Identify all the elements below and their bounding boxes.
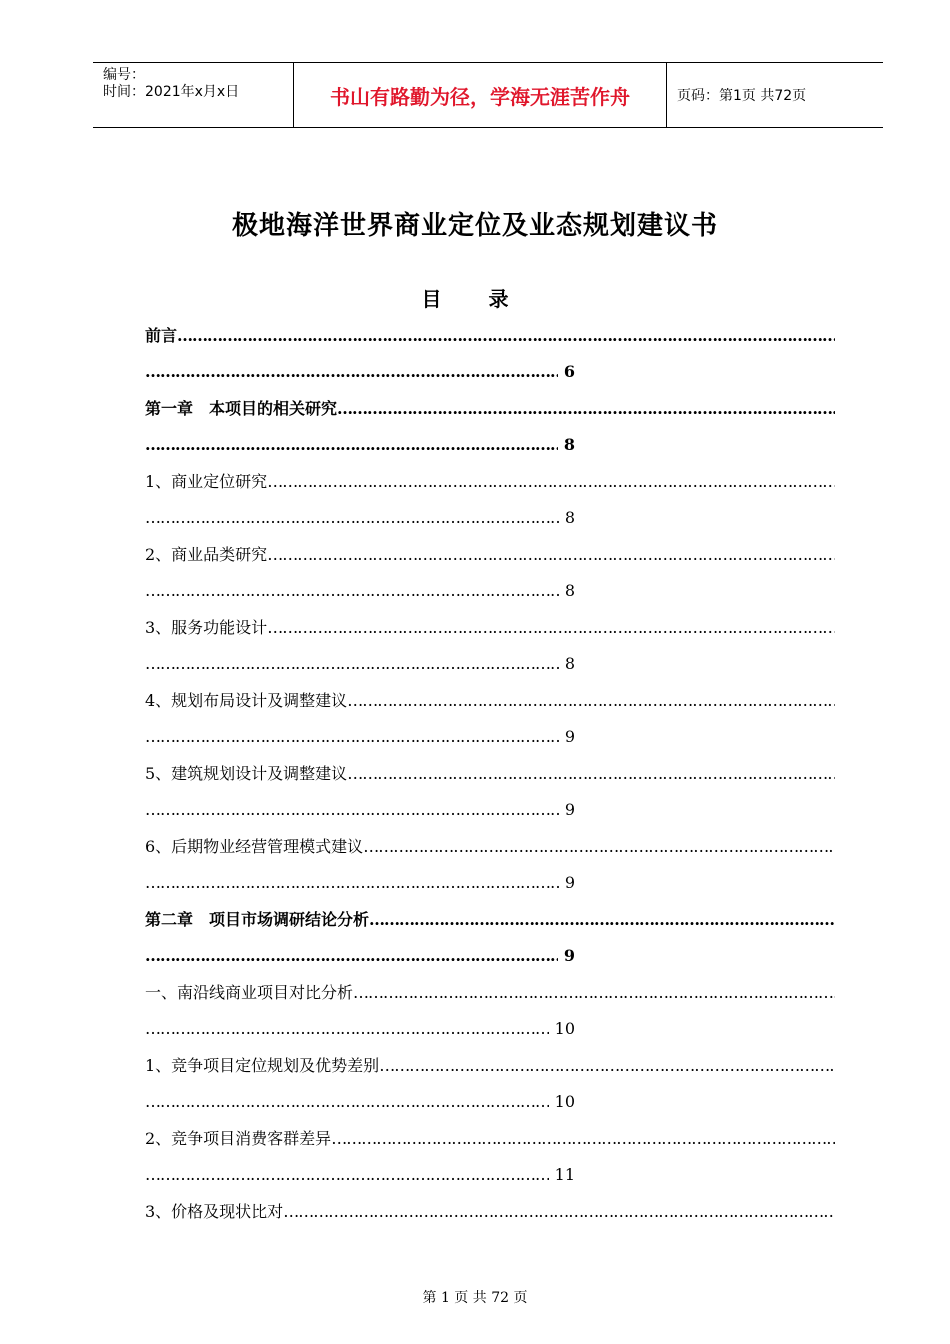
toc-entry[interactable] — [145, 610, 835, 683]
header-meta — [93, 63, 294, 127]
toc-entry[interactable] — [145, 464, 835, 537]
time-label: 时间：2021年x月x日 — [103, 84, 240, 100]
toc-entry-label: 1、商业定位研究 — [145, 472, 268, 491]
table-of-contents — [145, 318, 835, 1267]
toc-entry-label: 6、后期物业经营管理模式建议 — [145, 837, 364, 856]
page-header — [93, 62, 883, 128]
toc-entry-page: 8 — [563, 435, 575, 454]
toc-entry[interactable] — [145, 829, 835, 902]
toc-entry-label: 2、竞争项目消费客群差异 — [145, 1129, 332, 1148]
toc-entry-page: 11 — [554, 1165, 575, 1184]
header-motto: 书山有路勤为径，学海无涯苦作舟 — [294, 63, 667, 127]
toc-entry-label: 前言 — [145, 326, 178, 345]
toc-entry-label: 第二章 项目市场调研结论分析 — [145, 910, 370, 929]
toc-entry-label: 3、价格及现状比对 — [145, 1202, 284, 1221]
toc-entry[interactable] — [145, 318, 835, 391]
toc-entry[interactable] — [145, 391, 835, 464]
toc-entry-page: 9 — [563, 946, 575, 965]
toc-entry[interactable] — [145, 537, 835, 610]
toc-entry-page: 10 — [554, 1019, 575, 1038]
toc-entry[interactable] — [145, 975, 835, 1048]
toc-entry-label: 4、规划布局设计及调整建议 — [145, 691, 348, 710]
toc-entry-page: 8 — [564, 508, 575, 527]
toc-entry-label: 1、竞争项目定位规划及优势差别 — [145, 1056, 380, 1075]
toc-entry[interactable] — [145, 902, 835, 975]
toc-entry-page: 10 — [554, 1092, 575, 1111]
toc-entry-label: 一、南沿线商业项目对比分析 — [145, 983, 354, 1002]
document-title: 极地海洋世界商业定位及业态规划建议书 — [231, 211, 718, 241]
number-label: 编号： — [103, 67, 145, 83]
toc-entry[interactable] — [145, 1048, 835, 1121]
toc-entry-page: 9 — [564, 800, 575, 819]
toc-entry-page: 8 — [564, 654, 575, 673]
header-page-info: 页码：第1页 共72页 — [677, 88, 807, 104]
toc-entry-page: 9 — [564, 873, 575, 892]
toc-entry[interactable] — [145, 1194, 835, 1267]
page-footer: 第 1 页 共 72 页 — [422, 1290, 528, 1306]
toc-entry-label: 第一章 本项目的相关研究 — [145, 399, 338, 418]
toc-entry[interactable] — [145, 1121, 835, 1194]
toc-entry-label: 5、建筑规划设计及调整建议 — [145, 764, 348, 783]
toc-entry[interactable] — [145, 683, 835, 756]
toc-entry-page: 6 — [563, 362, 575, 381]
toc-entry-label: 2、商业品类研究 — [145, 545, 268, 564]
toc-entry-label: 3、服务功能设计 — [145, 618, 268, 637]
toc-entry-page: 9 — [564, 727, 575, 746]
toc-heading: 目 录 — [421, 287, 529, 311]
toc-entry[interactable] — [145, 756, 835, 829]
toc-entry-page: 8 — [564, 581, 575, 600]
